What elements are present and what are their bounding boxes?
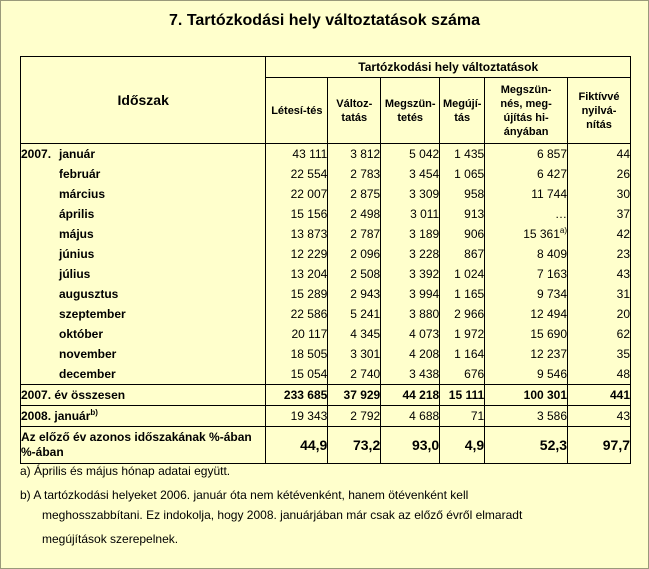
table-row (21, 406, 631, 427)
table-cell: 906 (440, 224, 485, 244)
table-cell: 3 011 (381, 204, 440, 224)
table-cell: 867 (440, 244, 485, 264)
table-cell: 11 744 (485, 184, 568, 204)
table-cell: 4 688 (381, 406, 440, 427)
table-cell: 19 343 (266, 406, 328, 427)
row-label: 2007. év összesen (21, 385, 266, 406)
footnote-b-line2: meghosszabbítani. Ez indokolja, hogy 2008. januárjában már csak az előző évről elmaradt (42, 508, 523, 522)
row-label: 2007. január (21, 144, 266, 165)
table-cell: 13 204 (266, 264, 328, 284)
table-cell: 44 (568, 144, 631, 165)
table-cell: 441 (568, 385, 631, 406)
table-cell: 15 289 (266, 284, 328, 304)
table-cell: 2 096 (328, 244, 381, 264)
table-cell: 1 024 (440, 264, 485, 284)
table-cell: 23 (568, 244, 631, 264)
row-label: november (21, 344, 266, 364)
table-cell: 3 301 (328, 344, 381, 364)
page-title: 7. Tartózkodási hely változtatások száma (169, 12, 480, 29)
table-cell: 3 309 (381, 184, 440, 204)
table-row (21, 204, 631, 224)
table-cell: 37 (568, 204, 631, 224)
row-label: augusztus (21, 284, 266, 304)
column-header-6: Fiktívvé nyilvá- nítás (568, 78, 631, 144)
table-cell: 3 189 (381, 224, 440, 244)
table-row (21, 364, 631, 385)
table-cell: 3 812 (328, 144, 381, 165)
table-row (21, 224, 631, 244)
column-header-5: Megszün- nés, meg- újítás hi- ányában (485, 78, 568, 144)
table-cell: 43 (568, 406, 631, 427)
table-cell: 2 508 (328, 264, 381, 284)
row-label: Az előző év azonos időszakának %-ában %-ában (21, 427, 266, 464)
table-row (21, 144, 631, 165)
table-cell: 100 301 (485, 385, 568, 406)
table-cell: 62 (568, 324, 631, 344)
table-cell: 2 792 (328, 406, 381, 427)
table-cell: 4,9 (440, 427, 485, 464)
table-cell: 52,3 (485, 427, 568, 464)
table-cell: 93,0 (381, 427, 440, 464)
table-cell: 43 (568, 264, 631, 284)
row-label: március (21, 184, 266, 204)
table-cell: 5 042 (381, 144, 440, 165)
table-cell: 73,2 (328, 427, 381, 464)
table-cell: 18 505 (266, 344, 328, 364)
table-cell: 1 164 (440, 344, 485, 364)
row-label: szeptember (21, 304, 266, 324)
table-cell: 5 241 (328, 304, 381, 324)
table-cell: 12 494 (485, 304, 568, 324)
table-row (21, 264, 631, 284)
table-row (21, 385, 631, 406)
table-cell: 31 (568, 284, 631, 304)
table-cell: 2 787 (328, 224, 381, 244)
table-cell: 4 073 (381, 324, 440, 344)
row-label: május (21, 224, 266, 244)
table-row (21, 184, 631, 204)
table-cell: 676 (440, 364, 485, 385)
table-cell: 1 435 (440, 144, 485, 165)
table-row (21, 244, 631, 264)
table-cell: 15 361$^{a)}$ (485, 224, 568, 244)
table-cell: 20 117 (266, 324, 328, 344)
table-cell: 3 454 (381, 164, 440, 184)
row-label: április (21, 204, 266, 224)
table-cell: 7 163 (485, 264, 568, 284)
table-cell: 37 929 (328, 385, 381, 406)
table-cell: 3 438 (381, 364, 440, 385)
table-cell: 3 880 (381, 304, 440, 324)
table-cell: 30 (568, 184, 631, 204)
table-cell: 6 427 (485, 164, 568, 184)
footnote-b-line3: megújítások szerepelnek. (42, 532, 179, 546)
table-cell: 22 586 (266, 304, 328, 324)
table-cell: 3 586 (485, 406, 568, 427)
table-cell: 958 (440, 184, 485, 204)
table-cell: 13 873 (266, 224, 328, 244)
table-cell: 15 111 (440, 385, 485, 406)
column-header-2: Változ- tatás (328, 78, 381, 144)
table-cell: 97,7 (568, 427, 631, 464)
table-cell: 12 237 (485, 344, 568, 364)
table-cell: 15 054 (266, 364, 328, 385)
table-cell: 4 208 (381, 344, 440, 364)
table-cell: 3 228 (381, 244, 440, 264)
table-cell: 22 554 (266, 164, 328, 184)
table-cell: 12 229 (266, 244, 328, 264)
table-row (21, 324, 631, 344)
row-label: július (21, 264, 266, 284)
table-cell: 913 (440, 204, 485, 224)
table-cell: 9 546 (485, 364, 568, 385)
table-row (21, 284, 631, 304)
column-header-4: Megújí- tás (440, 78, 485, 144)
table-cell: 2 740 (328, 364, 381, 385)
table-row (21, 164, 631, 184)
table-cell: 48 (568, 364, 631, 385)
table-cell: 233 685 (266, 385, 328, 406)
table-cell: 71 (440, 406, 485, 427)
group-header: Tartózkodási hely változtatások (266, 57, 631, 78)
table-cell: 4 345 (328, 324, 381, 344)
data-table (20, 56, 631, 464)
table-cell: 44 218 (381, 385, 440, 406)
table-cell: 2 943 (328, 284, 381, 304)
table-cell: 2 783 (328, 164, 381, 184)
row-label: február (21, 164, 266, 184)
table-cell: 44,9 (266, 427, 328, 464)
row-label: október (21, 324, 266, 344)
table-cell: 2 966 (440, 304, 485, 324)
table-cell: 42 (568, 224, 631, 244)
table-cell: 9 734 (485, 284, 568, 304)
table-row (21, 427, 631, 464)
table-row (21, 344, 631, 364)
table-cell: 2 498 (328, 204, 381, 224)
column-header-1: Létesí-tés (266, 78, 328, 144)
row-label: június (21, 244, 266, 264)
footnote-b: b) A tartózkodási helyeket 2006. január óta nem kétévenként, hanem ötévenként kell (20, 488, 469, 502)
table-cell: 20 (568, 304, 631, 324)
table-cell: 3 994 (381, 284, 440, 304)
table-cell: 22 007 (266, 184, 328, 204)
table-cell: 1 972 (440, 324, 485, 344)
table-cell: 2 875 (328, 184, 381, 204)
period-header: Időszak (21, 57, 266, 144)
table-cell: 35 (568, 344, 631, 364)
row-label: 2008. január$^{b)}$ (21, 406, 266, 427)
table-cell: 15 156 (266, 204, 328, 224)
column-header-3: Megszün- tetés (381, 78, 440, 144)
table-cell: 1 065 (440, 164, 485, 184)
table-cell: 8 409 (485, 244, 568, 264)
row-label: december (21, 364, 266, 385)
table-cell: 1 165 (440, 284, 485, 304)
footnote-a: a) Április és május hónap adatai együtt. (20, 464, 231, 478)
table-cell: 15 690 (485, 324, 568, 344)
table-cell: … (485, 204, 568, 224)
table-row (21, 304, 631, 324)
table-cell: 3 392 (381, 264, 440, 284)
table-cell: 6 857 (485, 144, 568, 165)
table-cell: 43 111 (266, 144, 328, 165)
table-cell: 26 (568, 164, 631, 184)
